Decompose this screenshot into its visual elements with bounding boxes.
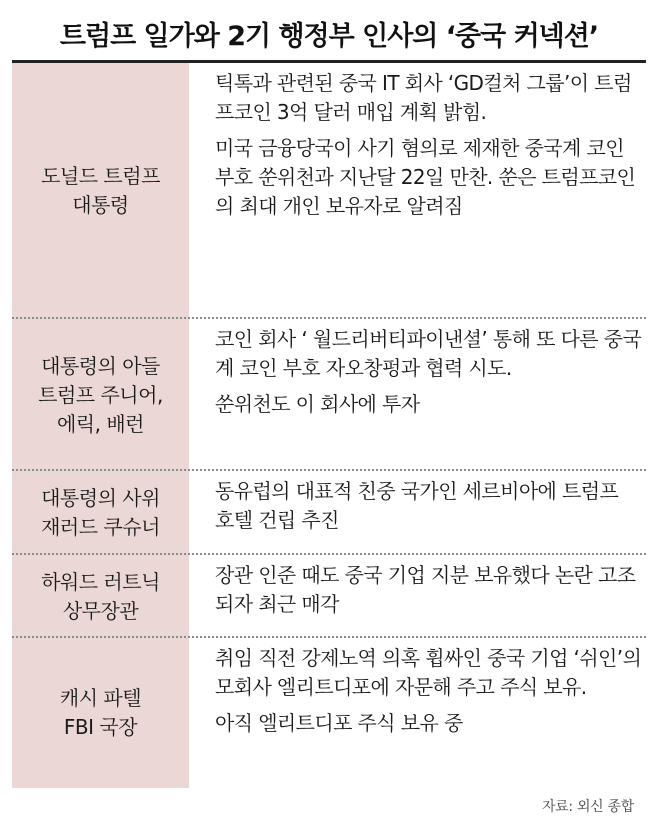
person-name-cell (12, 638, 189, 788)
description-cell (189, 555, 646, 638)
table-row (12, 555, 646, 638)
description-paragraph: 동유럽의 대표적 친중 국가인 세르비아에 트럼프 호텔 건립 추진 (215, 479, 619, 532)
table-row (12, 63, 646, 319)
person-name-cell (12, 471, 189, 555)
person-name-line: 캐시 파텔 (59, 686, 142, 710)
description-cell (189, 63, 646, 319)
person-name-line: 대통령의 아들 (41, 353, 160, 378)
person-name-line: 에릭, 배런 (56, 411, 144, 436)
table-row (12, 638, 646, 788)
description-paragraph: 아직 엘리트디포 주식 보유 중 (215, 711, 463, 735)
description-paragraph: 쑨위천도 이 회사에 투자 (215, 392, 420, 416)
info-table (12, 63, 646, 788)
source-credit: 자료: 외신 종합 (541, 799, 634, 815)
person-name-line: 대통령 (72, 193, 129, 217)
person-name-line: 대통령의 사위 (41, 486, 160, 510)
description-paragraph: 코인 회사 ‘ 월드리버티파이낸셜’ 통해 또 다른 중국계 코인 부호 자오창펑과 협력 시도. (215, 327, 642, 380)
description-cell (189, 638, 646, 788)
table-row (12, 319, 646, 471)
description-cell (189, 319, 646, 471)
person-name-line: 트럼프 주니어, (38, 382, 163, 407)
person-name-cell (12, 319, 189, 471)
description-paragraph: 취임 직전 강제노역 의혹 휩싸인 중국 기업 ‘쉬인’의 모회사 엘리트디포에 자문해 주고 주식 보유. (215, 646, 642, 699)
person-name-cell (12, 63, 189, 319)
person-name-line: 도널드 트럼프 (41, 164, 160, 188)
person-name-line: FBI 국장 (63, 715, 138, 739)
person-name-cell (12, 555, 189, 638)
description-cell (189, 471, 646, 555)
description-paragraph: 미국 금융당국이 사기 혐의로 제재한 중국계 코인 부호 쑨위천과 지난달 22일 만찬. 쑨은 트럼프코인의 최대 개인 보유자로 알려짐 (215, 136, 636, 218)
description-paragraph: 틱톡과 관련된 중국 IT 회사 ‘GD컬처 그룹’이 트럼프코인 3억 달러 매입 계획 밝힘. (215, 71, 632, 124)
page-title: 트럼프 일가와 2기 행정부 인사의 ‘중국 커넥션’ (59, 21, 599, 52)
person-name-line: 재러드 쿠슈너 (41, 515, 160, 539)
table-row (12, 471, 646, 555)
person-name-line: 하워드 러트닉 (41, 569, 160, 594)
description-paragraph: 장관 인준 때도 중국 기업 지분 보유했다 논란 고조되자 최근 매각 (215, 563, 636, 616)
person-name-line: 상무장관 (62, 598, 139, 623)
